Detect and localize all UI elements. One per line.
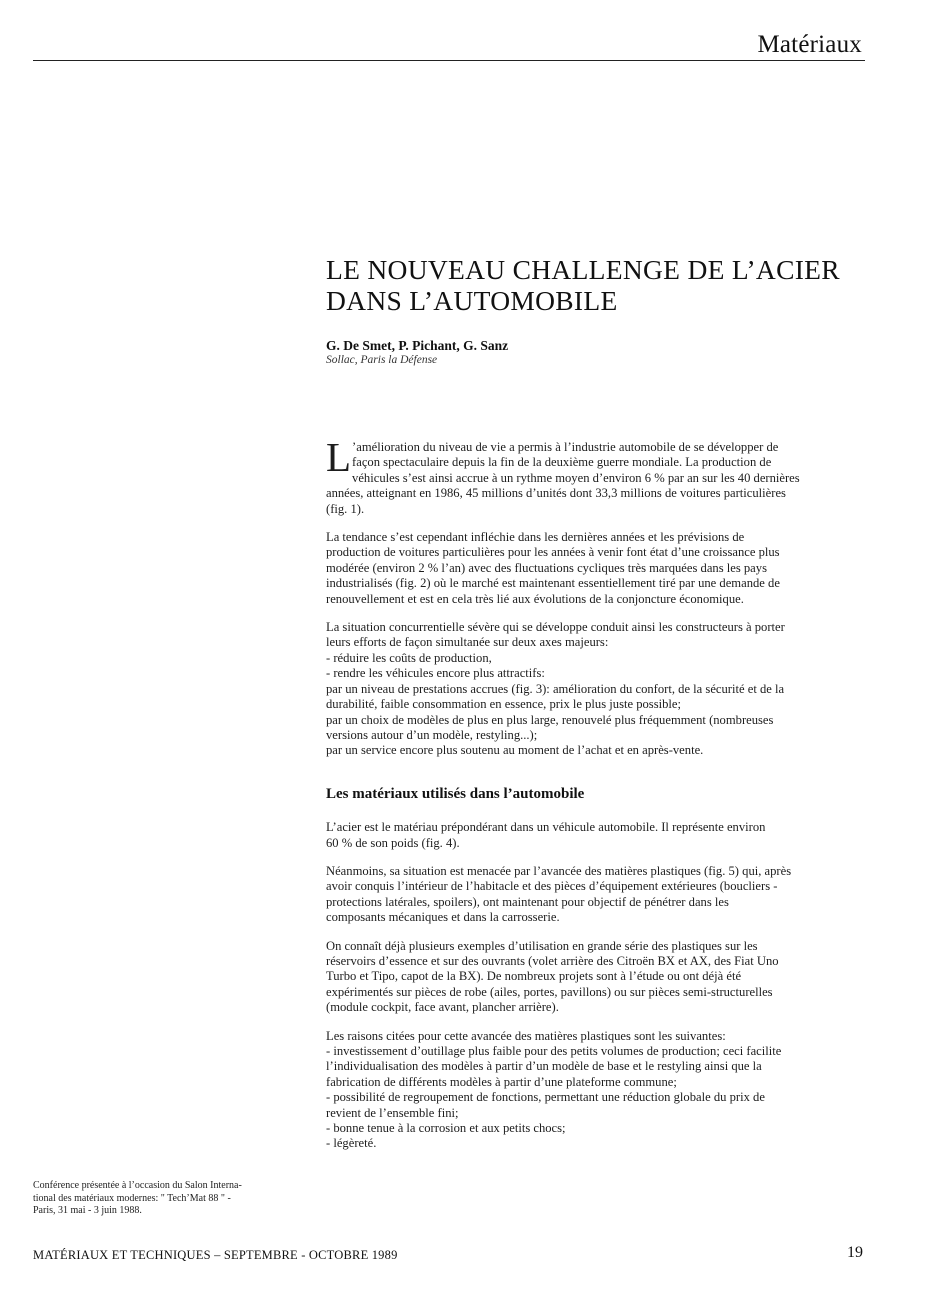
text-line: - rendre les véhicules encore plus attractifs:: [326, 666, 545, 681]
text-line: composants mécaniques et dans la carrosserie.: [326, 910, 560, 925]
text-line: industrialisés (fig. 2) où le marché est maintenant essentiellement tiré par une demande de: [326, 576, 780, 591]
text-line: par un niveau de prestations accrues (fig. 3): amélioration du confort, de la sécurité et de la: [326, 681, 785, 696]
text-line: production de voitures particulières pour les années à venir font état d’une croissance plus: [326, 545, 780, 560]
text-line: années, atteignant en 1986, 45 millions d’unités dont 33,3 millions de voitures particulières: [326, 486, 786, 501]
text-line: avoir conquis l’intérieur de l’habitacle et des pièces d’équipement extérieures (boucliers -: [326, 879, 778, 894]
paragraph: [326, 820, 864, 851]
text-line: tional des matériaux modernes: " Tech’Mat 88 " -: [33, 1192, 231, 1204]
text-line: - bonne tenue à la corrosion et aux petits chocs;: [326, 1121, 566, 1136]
text-line: par un choix de modèles de plus en plus large, renouvelé plus fréquemment (nombreuses: [326, 712, 774, 727]
text-line: - possibilité de regroupement de fonctions, permettant une réduction globale du prix de: [326, 1090, 765, 1105]
text-line: l’individualisation des modèles à partir d’un modèle de base et le restyling ainsi que la: [326, 1059, 762, 1074]
paragraph: [326, 1029, 864, 1152]
text-line: Turbo et Tipo, capot de la BX). De nombreux projets sont à l’étude ou ont déjà été: [326, 969, 742, 984]
text-line: versions autour d’un modèle, restyling...);: [326, 727, 538, 742]
text-line: 60 % de son poids (fig. 4).: [326, 835, 460, 850]
section-label: Matériaux: [757, 31, 862, 58]
text-line: fabrication de différents modèles à partir d’une plateforme commune;: [326, 1074, 677, 1089]
text-line: - investissement d’outillage plus faible pour des petits volumes de production; ceci facilite: [326, 1044, 782, 1058]
footnote: [33, 1180, 303, 1218]
text-line: par un service encore plus soutenu au moment de l’achat et en après-vente.: [326, 743, 704, 758]
paragraph: [326, 530, 864, 607]
text-line: On connaît déjà plusieurs exemples d’utilisation en grande série des plastiques sur les: [326, 938, 758, 953]
section-subheading: Les matériaux utilisés dans l’automobile: [326, 785, 585, 802]
text-line: modérée (environ 2 % l’an) avec des fluctuations cycliques très marquées dans les pays: [326, 560, 767, 575]
paragraph: [326, 864, 864, 926]
text-line: Les raisons citées pour cette avancée des matières plastiques sont les suivantes:: [326, 1028, 726, 1043]
paragraph-group-1: [326, 530, 864, 759]
text-line: leurs efforts de façon simultanée sur deux axes majeurs:: [326, 635, 609, 650]
title-line: DANS L’AUTOMOBILE: [326, 285, 618, 316]
title-line: LE NOUVEAU CHALLENGE DE L’ACIER: [326, 254, 840, 285]
paragraph: [326, 939, 864, 1016]
text-line: durabilité, faible consommation en essence, prix le plus juste possible;: [326, 697, 681, 712]
text-line: La tendance s’est cependant infléchie dans les dernières années et les prévisions de: [326, 530, 745, 545]
page-number: 19: [847, 1244, 863, 1261]
intro-paragraph: [326, 434, 864, 517]
text-line: La situation concurrentielle sévère qui se développe conduit ainsi les constructeurs à porter: [326, 620, 785, 635]
text-line: - légèreté.: [326, 1136, 377, 1151]
dropcap: L: [326, 434, 352, 480]
affiliation: Sollac, Paris la Défense: [326, 354, 438, 366]
text-line: Conférence présentée à l’occasion du Salon Interna-: [33, 1180, 242, 1191]
text-line: ’amélioration du niveau de vie a permis à l’industrie automobile de se développer de: [352, 440, 779, 454]
text-line: véhicules s’est ainsi accrue à un rythme moyen d’environ 6 % par an sur les 40 dernières: [352, 470, 800, 485]
text-line: façon spectaculaire depuis la fin de la deuxième guerre mondiale. La production de: [352, 455, 772, 470]
paragraph: [326, 620, 864, 759]
text-line: revient de l’ensemble fini;: [326, 1105, 459, 1120]
text-line: (module cockpit, face avant, plancher arrière).: [326, 1000, 559, 1015]
text-line: expérimentés sur pièces de robe (ailes, portes, pavillons) ou sur pièces semi-structurelles: [326, 984, 773, 999]
text-line: - réduire les coûts de production,: [326, 650, 492, 665]
article-title: [326, 254, 886, 316]
text-line: L’acier est le matériau prépondérant dans un véhicule automobile. Il représente environ: [326, 820, 766, 835]
text-line: réservoirs d’essence et sur des ouvrants (volet arrière des Citroën BX et AX, des Fiat Uno: [326, 953, 779, 968]
text-line: (fig. 1).: [326, 501, 365, 516]
header-rule: [33, 60, 865, 61]
text-line: renouvellement et est en cela très lié aux évolutions de la conjoncture économique.: [326, 591, 744, 606]
text-line: Paris, 31 mai - 3 juin 1988.: [33, 1205, 142, 1217]
text-line: protections latérales, spoilers), ont maintenant pour objectif de pénétrer dans les: [326, 894, 729, 909]
authors: G. De Smet, P. Pichant, G. Sanz: [326, 338, 509, 353]
paragraph-group-2: [326, 820, 864, 1152]
footer-journal: MATÉRIAUX ET TECHNIQUES – SEPTEMBRE - OCTOBRE 1989: [33, 1248, 398, 1262]
text-line: Néanmoins, sa situation est menacée par l’avancée des matières plastiques (fig. 5) qui, après: [326, 863, 792, 878]
article-body: [326, 434, 864, 1165]
